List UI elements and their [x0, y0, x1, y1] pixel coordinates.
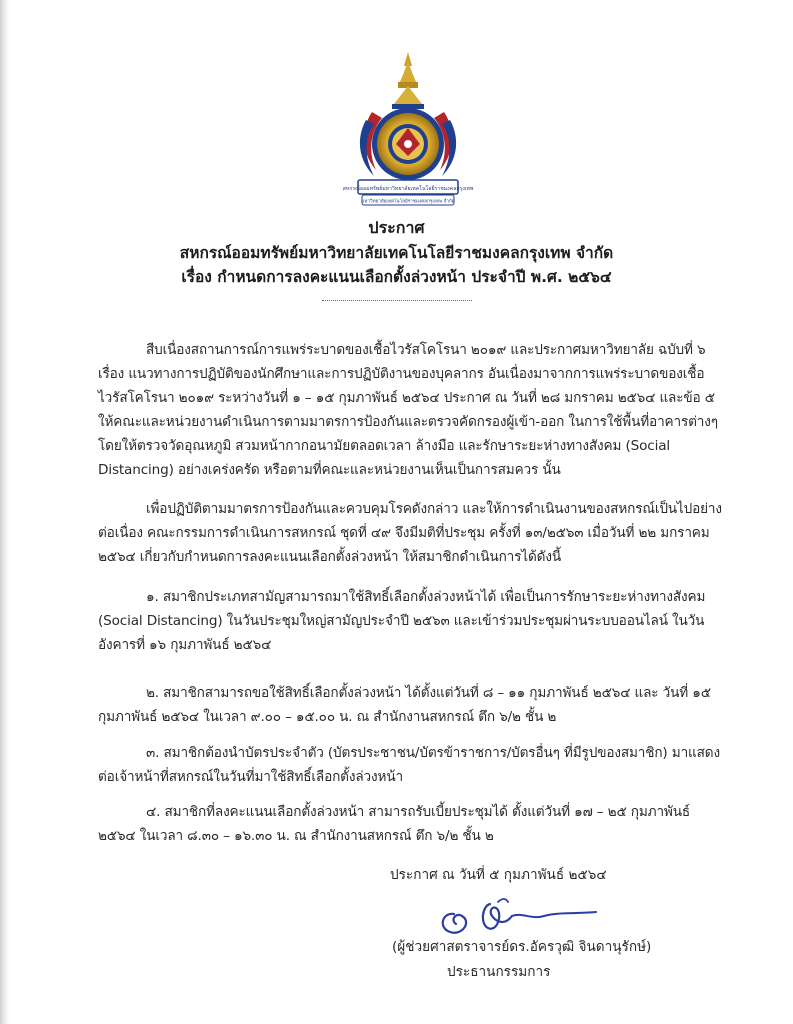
paragraph-line: ๔. สมาชิกที่ลงคะแนนเลือกตั้งล่วงหน้า สามารถรับเบี้ยประชุมได้ ตั้งแต่วันที่ ๑๗ – ๒๕ กุมภาพันธ์: [146, 804, 691, 820]
page-left-edge-shadow: [0, 0, 10, 1024]
dotted-divider: [322, 300, 472, 301]
paragraph-line: ต่อเนื่อง คณะกรรมการดำเนินการสหกรณ์ ชุดที่ ๔๙ จึงมีมติที่ประชุม ครั้งที่ ๑๓/๒๕๖๓ เมื่อวันที่ ๒๒ มกราคม: [98, 525, 710, 541]
announcement-date: ประกาศ ณ วันที่ ๕ กุมภาพันธ์ ๒๕๖๔: [390, 867, 607, 883]
paragraph-background: [98, 338, 763, 482]
paragraph-line: ต่อเจ้าหน้าที่สหกรณ์ในวันที่มาใช้สิทธิ์เลือกตั้งล่วงหน้า: [98, 769, 403, 785]
list-item-2: [98, 681, 763, 729]
paragraph-resolution: [98, 497, 763, 569]
paragraph-line: ๒๕๖๔ ในเวลา ๘.๓๐ – ๑๖.๓๐ น. ณ สำนักงานสหกรณ์ ตึก ๖/๒ ชั้น ๒: [98, 828, 494, 844]
signer-name: (ผู้ช่วยศาสตราจารย์ดร.อัครวุฒิ จินดานุรักษ์): [392, 939, 652, 955]
paragraph-line: ให้คณะและหน่วยงานดำเนินการตามมาตรการป้องกันและตรวจคัดกรองผู้เข้า-ออก ในการใช้พื้นที่อาคารต่างๆ: [98, 414, 718, 430]
announcement-title: ประกาศ: [368, 218, 425, 237]
paragraph-line: ๒๕๖๔ เกี่ยวกับกำหนดการลงคะแนนเลือกตั้งล่วงหน้า ให้สมาชิกดำเนินการได้ดังนี้: [98, 549, 561, 565]
paragraph-line: ๓. สมาชิกต้องนำบัตรประจำตัว (บัตรประชาชน/บัตรข้าราชการ/บัตรอื่นๆ ที่มีรูปของสมาชิก) มาแสดง: [146, 745, 720, 761]
paragraph-line: ๑. สมาชิกประเภทสามัญสามารถมาใช้สิทธิ์เลือกตั้งล่วงหน้าได้ เพื่อเป็นการรักษาระยะห่างทางสังคม: [146, 589, 706, 605]
list-item-4: [98, 800, 763, 848]
announcement-subject: เรื่อง กำหนดการลงคะแนนเลือกตั้งล่วงหน้า ประจำปี พ.ศ. ๒๕๖๔: [181, 268, 612, 286]
university-seal-icon: [342, 52, 474, 214]
paragraph-line: โดยให้ตรวจวัดอุณหภูมิ สวมหน้ากากอนามัยตลอดเวลา ล้างมือ และรักษาระยะห่างทางสังคม (Social: [98, 438, 671, 454]
paragraph-line: เพื่อปฏิบัติตามมาตรการป้องกันและควบคุมโรคดังกล่าว และให้การดำเนินงานของสหกรณ์เป็นไปอย่าง: [146, 501, 722, 517]
signer-position: ประธานกรรมการ: [447, 964, 551, 980]
paragraph-line: Distancing) อย่างเคร่งครัด หรือตามที่คณะและหน่วยงานเห็นเป็นการสมควร นั้น: [98, 462, 561, 478]
list-item-1: [98, 585, 763, 657]
seal-banner-text: สหกรณ์ออมทรัพย์มหาวิทยาลัยเทคโนโลยีราชมงคลกรุงเทพ: [342, 186, 474, 192]
handwritten-signature: [432, 894, 600, 940]
seal-banner-subtext: มหาวิทยาลัยเทคโนโลยีราชมงคลกรุงเทพ จำกัด: [361, 199, 455, 205]
paragraph-line: เรื่อง แนวทางการปฏิบัติของนักศึกษาและการปฏิบัติงานของบุคลากร อันเนื่องมาจากการแพร่ระบาดของเชื้อ: [98, 366, 705, 382]
paragraph-line: อังคารที่ ๑๖ กุมภาพันธ์ ๒๕๖๔: [98, 637, 272, 653]
paragraph-line: กุมภาพันธ์ ๒๕๖๔ ในเวลา ๙.๐๐ – ๑๕.๐๐ น. ณ สำนักงานสหกรณ์ ตึก ๖/๒ ชั้น ๒: [98, 709, 557, 725]
paragraph-line: ๒. สมาชิกสามารถขอใช้สิทธิ์เลือกตั้งล่วงหน้า ได้ตั้งแต่วันที่ ๘ – ๑๑ กุมภาพันธ์ ๒๕๖๔ และ วันที่ ๑๕: [146, 685, 711, 701]
paragraph-line: (Social Distancing) ในวันประชุมใหญ่สามัญประจำปี ๒๕๖๓ และเข้าร่วมประชุมผ่านระบบออนไลน์ ในวัน: [98, 613, 705, 629]
organization-name: สหกรณ์ออมทรัพย์มหาวิทยาลัยเทคโนโลยีราชมงคลกรุงเทพ จำกัด: [179, 244, 614, 262]
list-item-3: [98, 741, 763, 789]
paragraph-line: สืบเนื่องสถานการณ์การแพร่ระบาดของเชื้อไวรัสโคโรนา ๒๐๑๙ และประกาศมหาวิทยาลัย ฉบับที่ ๖: [146, 342, 706, 358]
paragraph-line: ไวรัสโคโรนา ๒๐๑๙ ระหว่างวันที่ ๑ – ๑๕ กุมภาพันธ์ ๒๕๖๔ ประกาศ ณ วันที่ ๒๘ มกราคม ๒๕๖๔ และข้อ ๕: [98, 390, 715, 406]
